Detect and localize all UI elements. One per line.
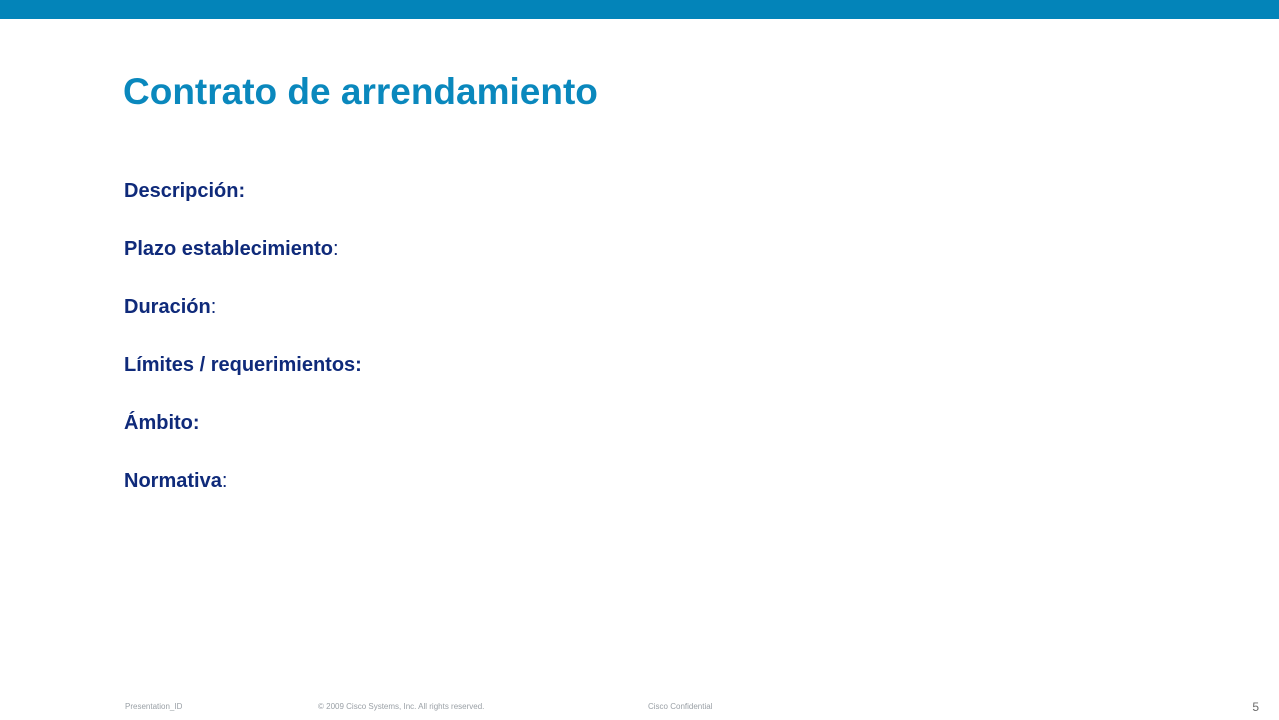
field-label: Ámbito bbox=[124, 412, 193, 434]
field-item-normativa bbox=[124, 464, 362, 522]
footer-presentation-id: Presentation_ID bbox=[125, 702, 183, 711]
field-label: Plazo establecimiento bbox=[124, 238, 333, 260]
top-accent-bar bbox=[0, 0, 1279, 19]
field-separator: : bbox=[332, 238, 339, 260]
field-separator: : bbox=[355, 354, 362, 376]
page-number: 5 bbox=[1252, 700, 1259, 714]
field-separator: : bbox=[210, 296, 217, 318]
field-item-duracion bbox=[124, 290, 362, 348]
field-label: Normativa bbox=[124, 470, 222, 492]
field-label: Descripción bbox=[124, 180, 239, 202]
field-separator: : bbox=[221, 470, 228, 492]
footer-copyright: © 2009 Cisco Systems, Inc. All rights reserved. bbox=[318, 702, 485, 711]
field-separator: : bbox=[192, 412, 200, 434]
field-label: Duración bbox=[124, 296, 211, 318]
field-item-plazo-establecimiento bbox=[124, 232, 362, 290]
field-item-limites-requerimientos bbox=[124, 348, 362, 406]
field-item-ambito bbox=[124, 406, 362, 464]
field-label: Límites / requerimientos bbox=[124, 354, 356, 376]
slide-title: Contrato de arrendamiento bbox=[123, 71, 598, 112]
footer-confidential: Cisco Confidential bbox=[648, 702, 713, 711]
field-item-descripcion bbox=[124, 174, 362, 232]
field-list bbox=[124, 174, 362, 522]
field-separator: : bbox=[238, 180, 246, 202]
